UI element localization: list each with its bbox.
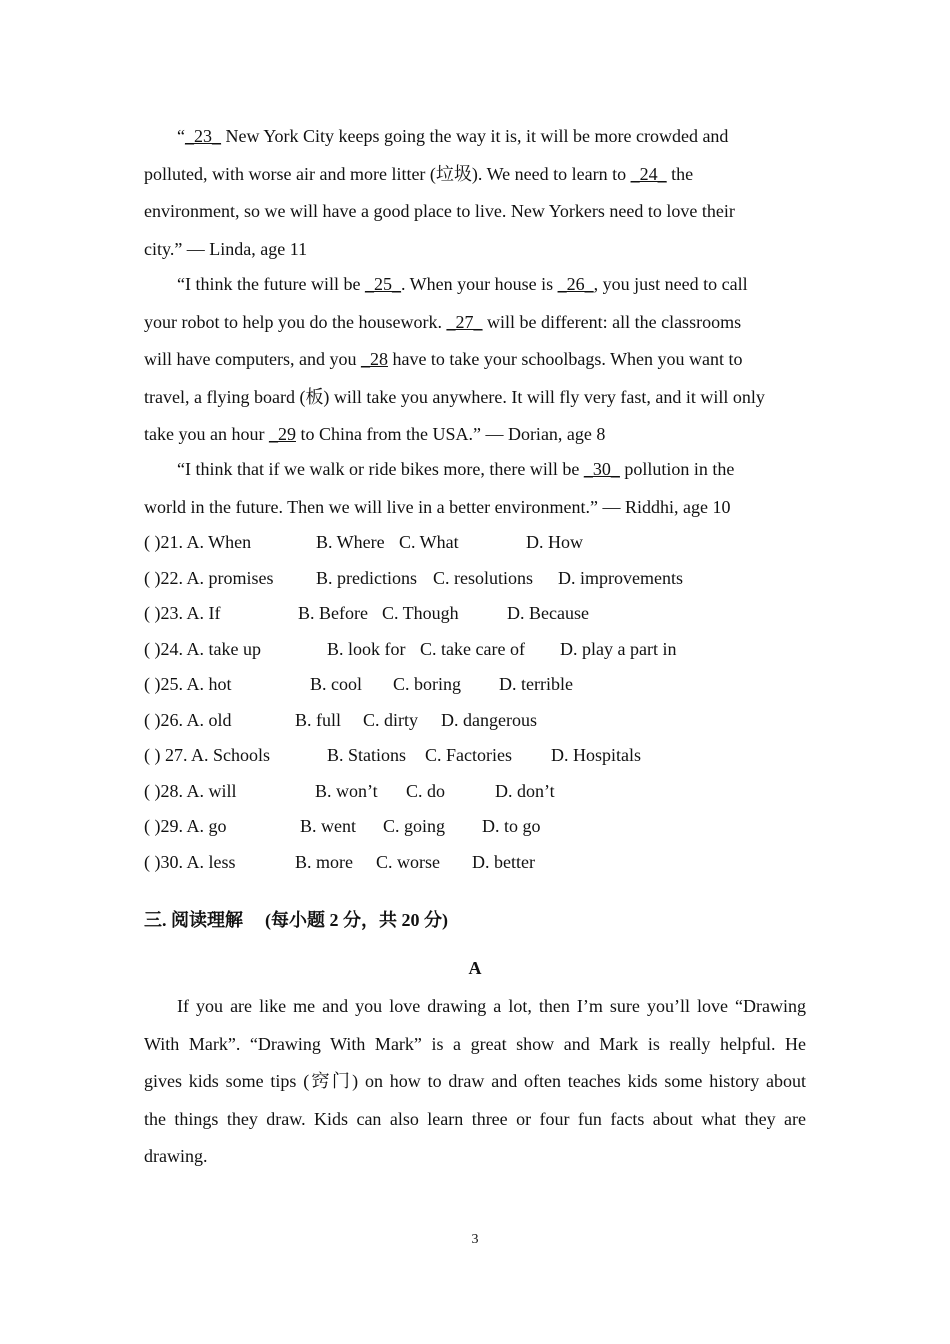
blank-26: _26_: [557, 274, 594, 294]
passage-paragraph-riddhi: [144, 451, 806, 526]
reading-line: gives kids some tips (窍门) on how to draw and often teaches kids some history about: [144, 1071, 806, 1091]
blank-29: _29: [268, 424, 296, 444]
passage-line: environment, so we will have a good place to live. New Yorkers need to love their: [144, 201, 735, 221]
passage-line: city.” — Linda, age 11: [144, 238, 308, 259]
blank-25: _25_: [364, 274, 401, 294]
passage-line: travel, a flying board (板) will take you anywhere. It will fly very fast, and it will only: [144, 386, 765, 407]
page-number: 3: [471, 1232, 479, 1247]
reading-line: drawing.: [144, 1146, 208, 1166]
blank-27: _27_: [446, 311, 483, 332]
section-points: (每小题 2 分，共 20 分): [265, 910, 448, 930]
passage-paragraph-dorian: [144, 266, 806, 454]
passage-line: your robot to help you do the housework. _27_ will be different: all the classrooms: [144, 311, 742, 332]
reading-a-title: A: [468, 958, 482, 978]
blank-23: _23_: [185, 126, 221, 146]
reading-line: If you are like me and you love drawing a lot, then I’m sure you’ll love “Drawing: [177, 996, 806, 1016]
blank-30: _30_: [583, 459, 620, 479]
blank-28: _28: [360, 349, 388, 369]
passage-line: will have computers, and you _28 have to take your schoolbags. When you want to: [144, 349, 743, 369]
blank-24: _24_: [630, 163, 667, 184]
passage-line: “I think the future will be _25_. When your house is _26_, you just need to call: [177, 274, 748, 294]
passage-line: “I think that if we walk or ride bikes more, there will be _30_ pollution in the: [177, 459, 735, 479]
reading-line: With Mark”. “Drawing With Mark” is a great show and Mark is really helpful. He: [144, 1033, 806, 1054]
passage-line: “_23_ New York City keeps going the way it is, it will be more crowded and: [177, 126, 729, 146]
document-page: “_23_ New York City keeps going the way it is, it will be more crowded and polluted, with worse air and more litter (垃圾). We need to learn to _24_ the environment, so we will have a good place to live. New Yorkers need to love their city.” — Linda, age 11 “I think the future will be _25_. When your house is _26_, you just need to call your robot to help you do the housework. _27_ will be different: all the classrooms will have computers, and you _28 have to take your schoolbags. When you want to travel, a flying board (板) will take you anywhere. It will fly very fast, and it will only take you an hour _29 to China from the USA.” — Dorian, age 8 “I think that if we walk or ride bikes more, there will be _30_ pollution in the world in the future. Then we will live in a better environment.” — Riddhi, age 10 ( )21. A. When B. Where C. What D. How ( )22. A. promises B. predictions C. resolutions D. improvements ( )23. A. If B. Before C. Though D. Because ( )24. A. take up B. look for C. take care of D. play a part in ( )25. A. hot B. cool C. boring D. terrible ( )26. A. old B. full C. dirty D. dangerous ( ) 27. A. Schools B. Stations C. Factories D. Hospitals ( )28. A. will B. won’t C. do D. don’t ( )29. A. go B. went C. going D. to go ( )30. A. less B. more C. worse D. better 三. 阅读理解 (每小题 2 分，共 20 分) A If you are like me and you love drawing a lot, then I’m sure you’ll love “Drawing With Mark”. “Drawing With Mark” is a great show and Mark is really helpful. He gives kids some tips (窍门) on how to draw and often teaches kids some history about the things they draw. Kids can also learn three or four fun facts about what they are drawing. 3: [0, 0, 950, 1344]
section-heading-reading: [144, 906, 448, 932]
section-title: 三. 阅读理解: [144, 910, 243, 930]
passage-line: world in the future. Then we will live in a better environment.” — Riddhi, age 10: [144, 496, 731, 517]
passage-line: polluted, with worse air and more litter (垃圾). We need to learn to _24_ the: [144, 163, 694, 184]
passage-line: take you an hour _29 to China from the USA.” — Dorian, age 8: [144, 424, 606, 444]
reading-a-paragraph: [144, 988, 806, 1176]
passage-paragraph-linda: [144, 118, 806, 268]
reading-line: the things they draw. Kids can also learn three or four fun facts about what they are: [144, 1108, 806, 1129]
